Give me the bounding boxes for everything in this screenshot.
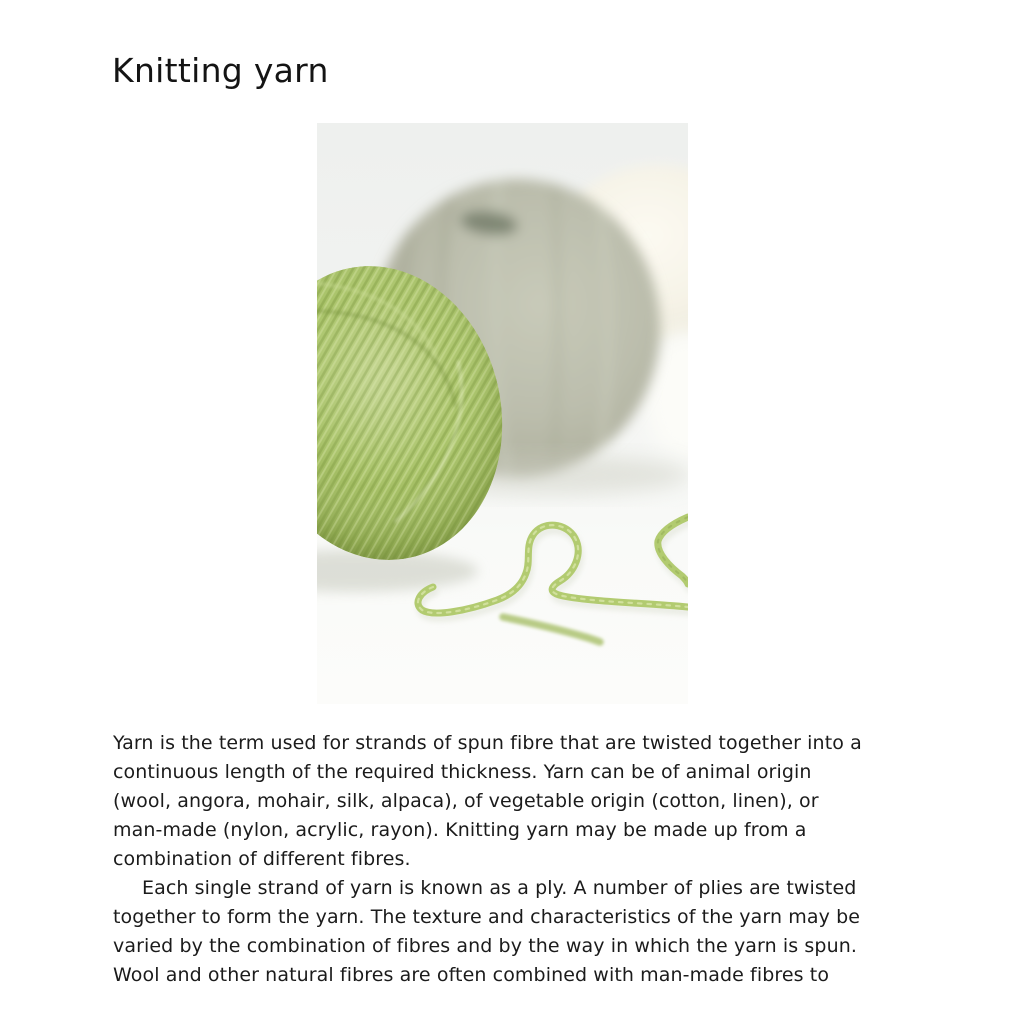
text-line: man-made (nylon, acrylic, rayon). Knitting yarn may be made up from a	[113, 819, 807, 841]
page-title: Knitting yarn	[112, 51, 329, 90]
text-line: (wool, angora, mohair, silk, alpaca), of vegetable origin (cotton, linen), or	[113, 790, 819, 812]
text-line: combination of different fibres.	[113, 848, 411, 870]
text-line: Each single strand of yarn is known as a ply. A number of plies are twisted	[142, 877, 857, 899]
yarn-photo	[317, 123, 688, 704]
yarn-photo-canvas	[317, 123, 688, 704]
text-line: Yarn is the term used for strands of spun fibre that are twisted together into a	[113, 732, 862, 754]
text-line: varied by the combination of fibres and by the way in which the yarn is spun.	[113, 935, 858, 957]
paragraph-ply-description	[113, 874, 862, 990]
text-line: continuous length of the required thickness. Yarn can be of animal origin	[113, 761, 812, 783]
paragraph-yarn-definition	[113, 729, 862, 874]
article-body	[113, 729, 862, 990]
text-line: Wool and other natural fibres are often combined with man-made fibres to	[113, 964, 830, 986]
text-line: together to form the yarn. The texture and characteristics of the yarn may be	[113, 906, 861, 928]
